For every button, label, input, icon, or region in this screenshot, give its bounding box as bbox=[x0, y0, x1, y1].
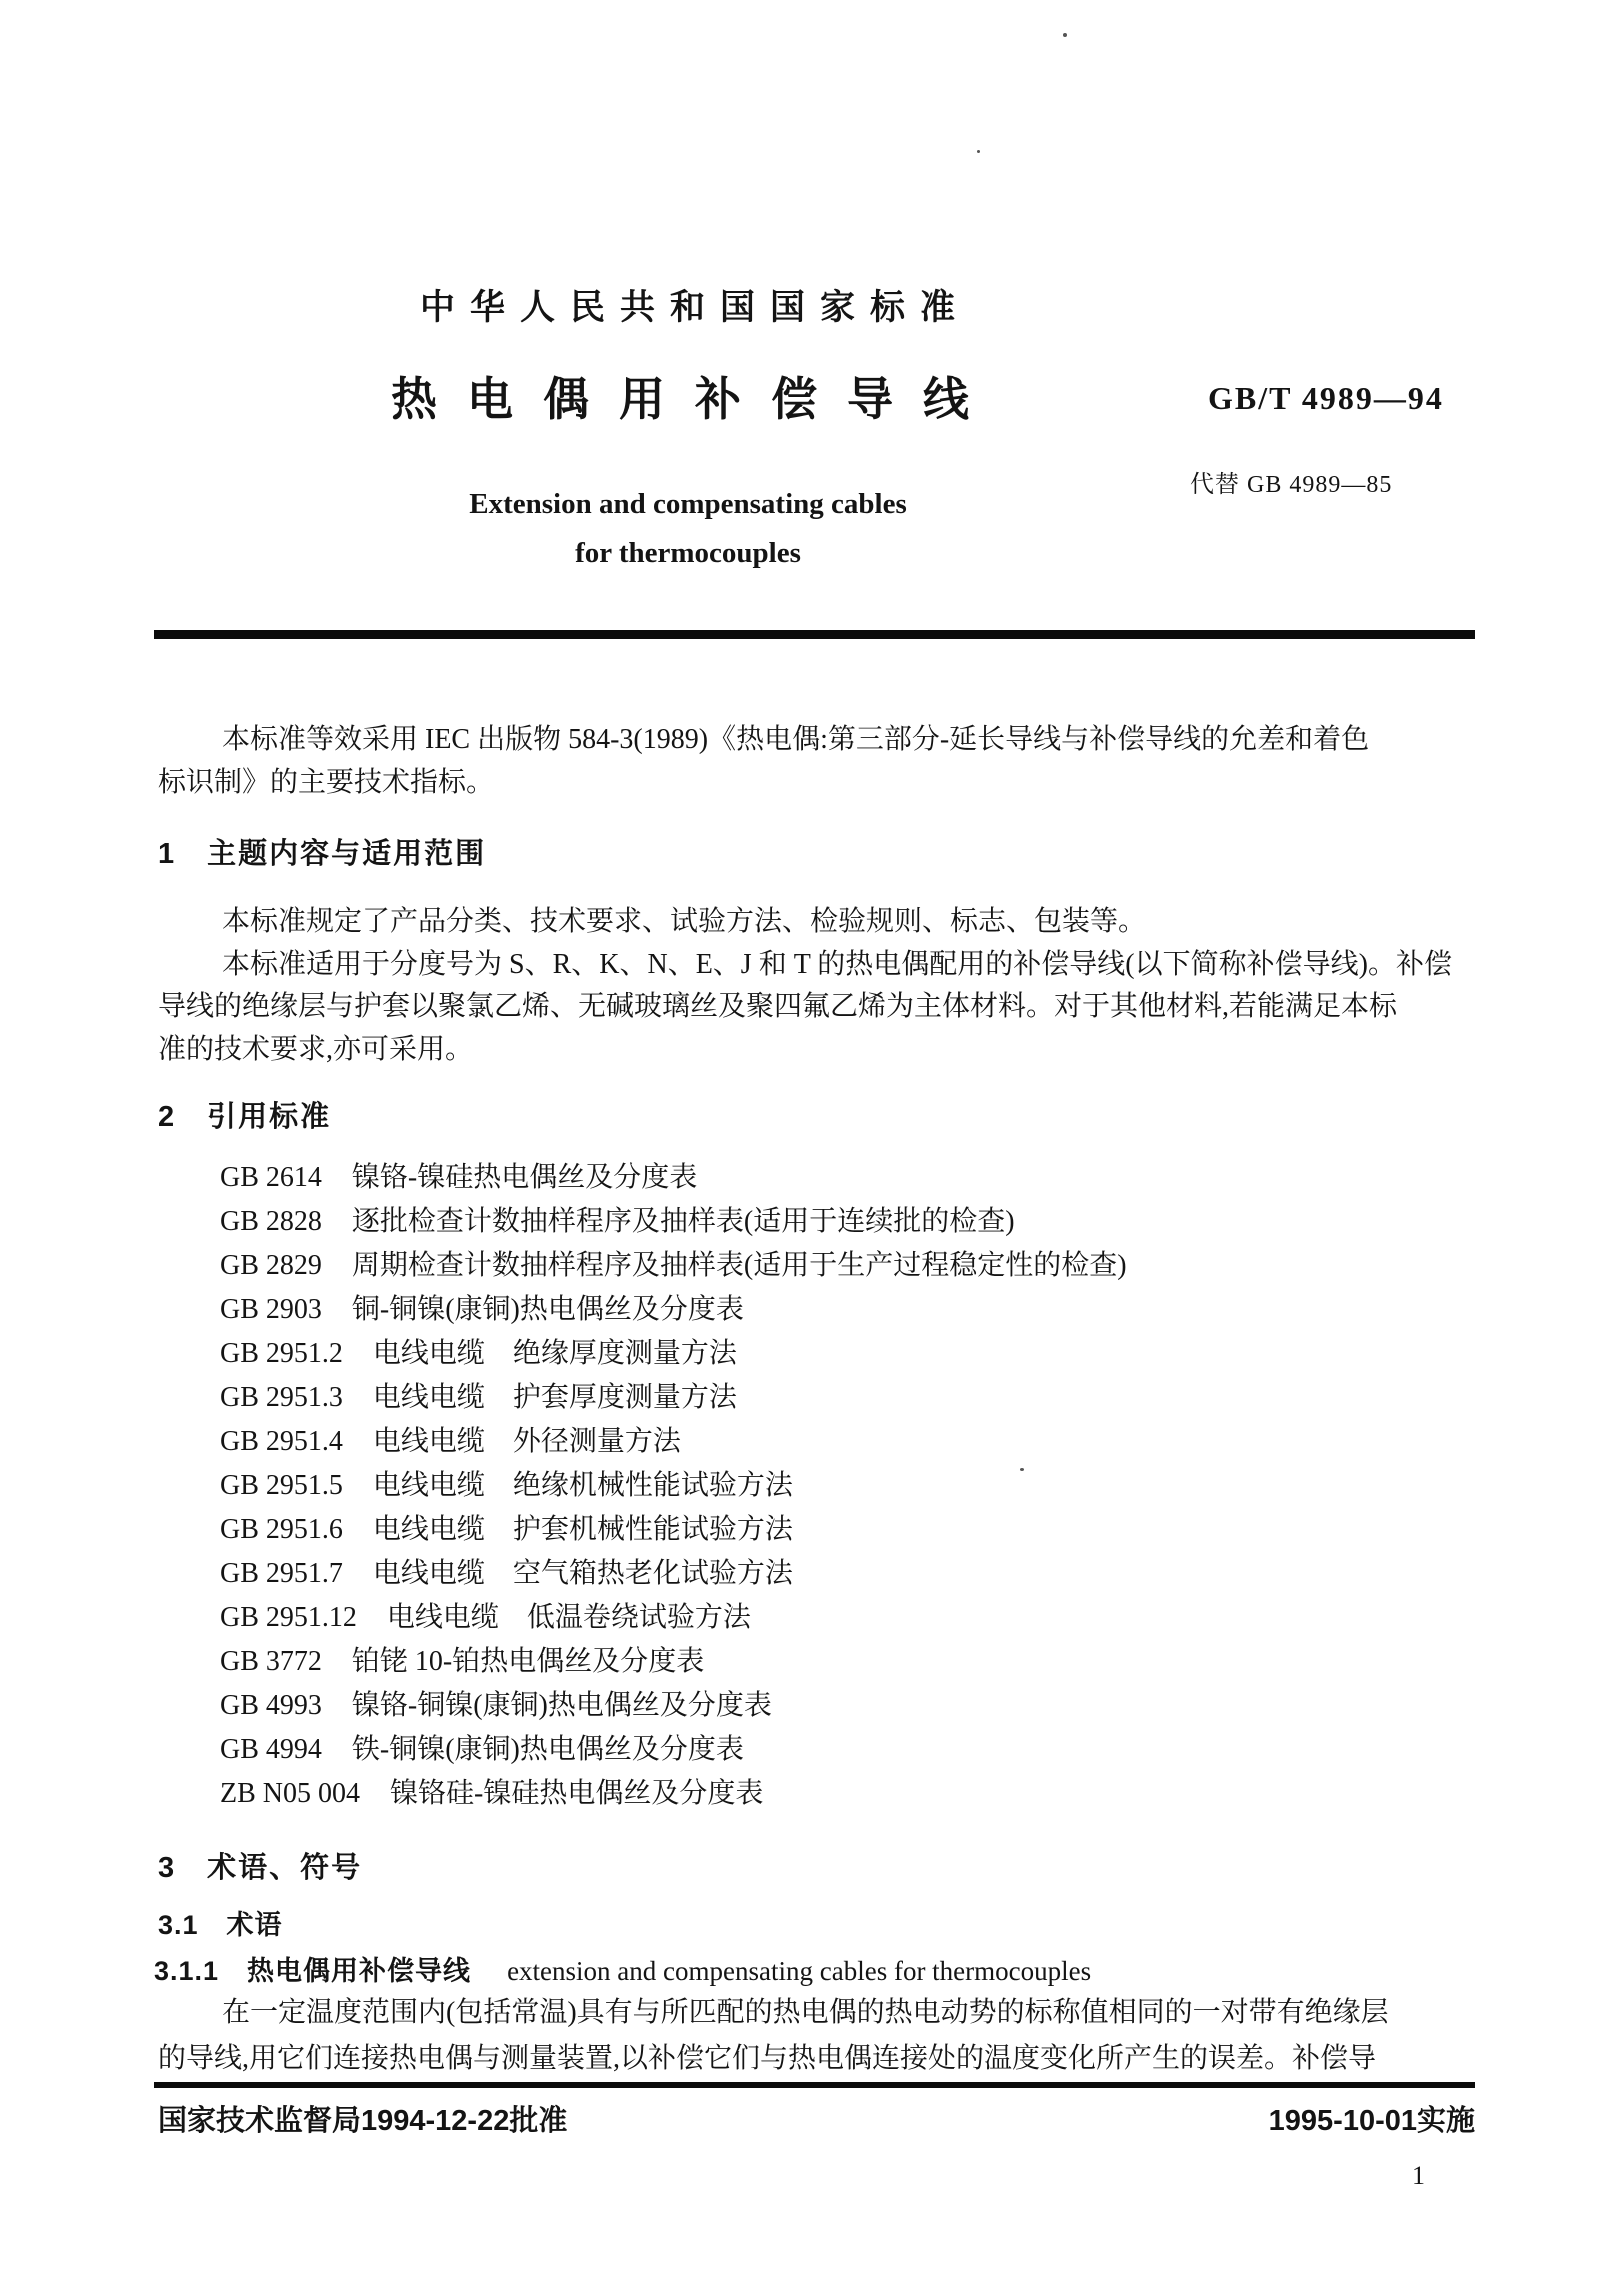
header-divider-rule bbox=[154, 630, 1475, 639]
reference-code: GB 2614 bbox=[220, 1162, 322, 1193]
footer-divider-rule bbox=[154, 2082, 1475, 2088]
reference-title: 电线电缆 护套机械性能试验方法 bbox=[372, 1514, 793, 1545]
reference-code: GB 2951.5 bbox=[220, 1470, 343, 1501]
reference-code: GB 2951.7 bbox=[220, 1558, 343, 1589]
reference-code: GB 2951.6 bbox=[220, 1514, 343, 1545]
reference-row bbox=[220, 1554, 1550, 1598]
section-2-heading: 2 引用标准 bbox=[158, 1101, 332, 1133]
reference-code: GB 3772 bbox=[220, 1646, 322, 1677]
page-footer bbox=[158, 2098, 1475, 2139]
intro-line: 本标准等效采用 IEC 出版物 584-3(1989)《热电偶:第三部分-延长导线与补偿导线的允差和着色 bbox=[222, 724, 1370, 755]
section-1-paragraphs bbox=[158, 901, 1488, 1071]
reference-title: 铂铑 10-铂热电偶丝及分度表 bbox=[351, 1646, 705, 1677]
definition-line: 在一定温度范围内(包括常温)具有与所匹配的热电偶的热电动势的标称值相同的一对带有绝缘层 bbox=[222, 1997, 1389, 2028]
reference-code: ZB N05 004 bbox=[220, 1778, 360, 1809]
standard-title-en-line2: for thermocouples bbox=[575, 537, 801, 569]
reference-code: GB 2829 bbox=[220, 1250, 322, 1281]
standard-title-cn: 热电偶用补偿导线 bbox=[391, 373, 999, 425]
reference-title: 逐批检查计数抽样程序及抽样表(适用于连续批的检查) bbox=[351, 1206, 1015, 1237]
reference-row bbox=[220, 1642, 1550, 1686]
reference-row bbox=[220, 1774, 1550, 1818]
reference-row bbox=[220, 1686, 1550, 1730]
term-definition-heading bbox=[154, 1949, 1091, 1988]
intro-paragraph bbox=[158, 718, 1488, 804]
section-1-line: 本标准适用于分度号为 S、R、K、N、E、J 和 T 的热电偶配用的补偿导线(以下简称补偿导线)。补偿 bbox=[222, 948, 1452, 980]
reference-title: 电线电缆 外径测量方法 bbox=[372, 1426, 681, 1457]
reference-title: 电线电缆 绝缘机械性能试验方法 bbox=[372, 1470, 793, 1501]
page-number: 1 bbox=[1412, 2161, 1425, 2190]
reference-title: 电线电缆 绝缘厚度测量方法 bbox=[372, 1338, 737, 1369]
section-3-heading: 3 术语、符号 bbox=[158, 1852, 363, 1884]
reference-title: 镍铬硅-镍硅热电偶丝及分度表 bbox=[390, 1778, 764, 1809]
reference-code: GB 4994 bbox=[220, 1734, 322, 1765]
section-1-line: 本标准规定了产品分类、技术要求、试验方法、检验规则、标志、包装等。 bbox=[222, 906, 1147, 937]
reference-code: GB 2951.2 bbox=[220, 1338, 343, 1369]
implementation-note: 1995-10-01实施 bbox=[1268, 2105, 1475, 2137]
reference-row bbox=[220, 1202, 1550, 1246]
reference-row bbox=[220, 1334, 1550, 1378]
reference-code: GB 2951.4 bbox=[220, 1426, 343, 1457]
reference-row bbox=[220, 1510, 1550, 1554]
reference-title: 电线电缆 低温卷绕试验方法 bbox=[386, 1602, 751, 1633]
reference-code: GB 2828 bbox=[220, 1206, 322, 1237]
reference-title: 镍铬-镍硅热电偶丝及分度表 bbox=[351, 1162, 698, 1193]
reference-title: 铁-铜镍(康铜)热电偶丝及分度表 bbox=[351, 1734, 744, 1765]
national-standard-label: 中华人民共和国国家标准 bbox=[420, 288, 971, 327]
reference-title: 镍铬-铜镍(康铜)热电偶丝及分度表 bbox=[351, 1690, 772, 1721]
reference-row bbox=[220, 1466, 1550, 1510]
section-1-line: 准的技术要求,亦可采用。 bbox=[158, 1033, 474, 1065]
reference-row bbox=[220, 1158, 1550, 1202]
reference-row bbox=[220, 1378, 1550, 1422]
reference-row bbox=[220, 1290, 1550, 1334]
reference-title: 电线电缆 护套厚度测量方法 bbox=[372, 1382, 737, 1413]
reference-list bbox=[158, 1158, 1550, 1818]
scan-speckle bbox=[1063, 33, 1067, 37]
reference-title: 电线电缆 空气箱热老化试验方法 bbox=[372, 1558, 793, 1589]
standard-title-en-line1: Extension and compensating cables bbox=[469, 488, 907, 520]
replaces-note: 代替 GB 4989—85 bbox=[1190, 472, 1393, 498]
scan-speckle bbox=[977, 150, 980, 153]
reference-code: GB 2951.3 bbox=[220, 1382, 343, 1413]
subsection-3-1-heading: 3.1 术语 bbox=[158, 1910, 283, 1940]
approval-note: 国家技术监督局1994-12-22批准 bbox=[158, 2105, 568, 2137]
reference-code: GB 2903 bbox=[220, 1294, 322, 1325]
definition-line: 的导线,用它们连接热电偶与测量装置,以补偿它们与热电偶连接处的温度变化所产生的误差。补偿导 bbox=[158, 2043, 1377, 2074]
reference-row bbox=[220, 1246, 1550, 1290]
standard-title-en bbox=[458, 480, 918, 578]
section-1-heading: 1 主题内容与适用范围 bbox=[158, 838, 487, 870]
reference-title: 周期检查计数抽样程序及抽样表(适用于生产过程稳定性的检查) bbox=[351, 1250, 1127, 1281]
reference-row bbox=[220, 1422, 1550, 1466]
term-number-cn: 3.1.1 热电偶用补偿导线 bbox=[154, 1956, 472, 1986]
reference-code: GB 4993 bbox=[220, 1690, 322, 1721]
standard-code: GB/T 4989—94 bbox=[1208, 380, 1444, 416]
reference-title: 铜-铜镍(康铜)热电偶丝及分度表 bbox=[351, 1294, 744, 1325]
definition-paragraph bbox=[158, 1990, 1488, 2082]
reference-row bbox=[220, 1730, 1550, 1774]
section-1-line: 导线的绝缘层与护套以聚氯乙烯、无碱玻璃丝及聚四氟乙烯为主体材料。对于其他材料,若能满足本标 bbox=[158, 991, 1398, 1022]
intro-line: 标识制》的主要技术指标。 bbox=[158, 767, 495, 798]
term-en: extension and compensating cables for thermocouples bbox=[507, 1956, 1092, 1986]
reference-code: GB 2951.12 bbox=[220, 1602, 357, 1633]
reference-row bbox=[220, 1598, 1550, 1642]
